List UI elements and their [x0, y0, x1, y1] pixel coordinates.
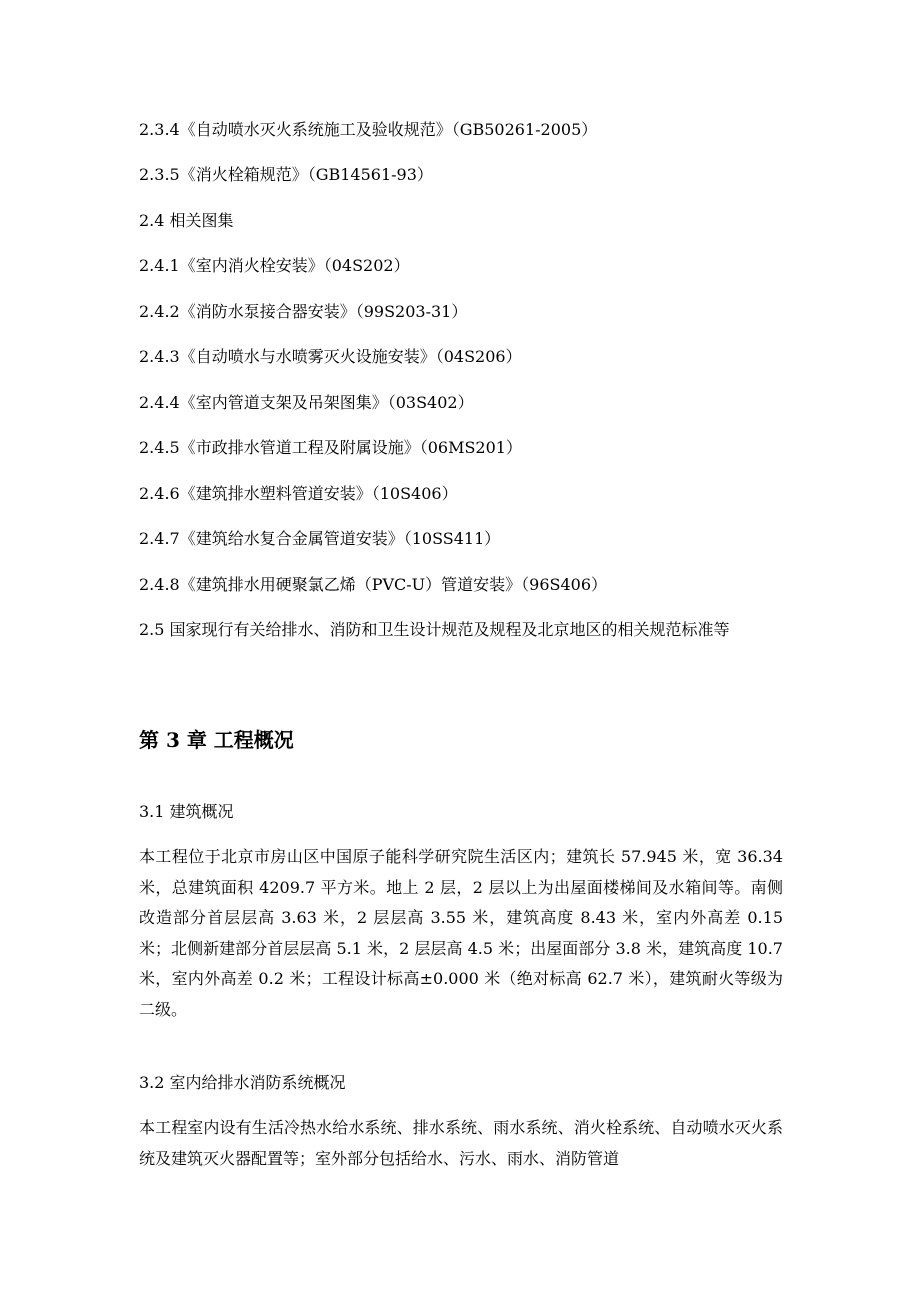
chapter-title: 第 3 章 工程概况	[139, 728, 294, 752]
ref-2-3-5: 2.3.5《消火栓箱规范》（GB14561-93）	[139, 165, 433, 184]
ref-2-3-4: 2.3.4《自动喷水灭火系统施工及验收规范》（GB50261-2005）	[139, 120, 598, 139]
ref-2-4-4: 2.4.4《室内管道支架及吊架图集》（03S402）	[139, 393, 474, 412]
section-2-4-title: 2.4 相关图集	[139, 211, 234, 230]
ref-2-4-1: 2.4.1《室内消火栓安装》（04S202）	[139, 256, 410, 275]
ref-2-4-6: 2.4.6《建筑排水塑料管道安装》（10S406）	[139, 484, 458, 503]
ref-2-4-8: 2.4.8《建筑排水用硬聚氯乙烯（PVC-U）管道安装》（96S406）	[139, 575, 608, 594]
section-3-1-title: 3.1 建筑概况	[139, 802, 234, 821]
section-3-2-title: 3.2 室内给排水消防系统概况	[139, 1073, 346, 1092]
section-3-2-body: 本工程室内设有生活冷热水给水系统、排水系统、雨水系统、消火栓系统、自动喷水灭火系统及建筑灭火器配置等；室外部分包括给水、污水、雨水、消防管道	[139, 1118, 783, 1168]
ref-2-4-7: 2.4.7《建筑给水复合金属管道安装》（10SS411）	[139, 529, 501, 548]
item-2-5: 2.5 国家现行有关给排水、消防和卫生设计规范及规程及北京地区的相关规范标准等	[139, 620, 730, 639]
ref-2-4-3: 2.4.3《自动喷水与水喷雾灭火设施安装》（04S206）	[139, 347, 522, 366]
ref-2-4-2: 2.4.2《消防水泵接合器安装》（99S203-31）	[139, 302, 468, 321]
section-3-1-body: 本工程位于北京市房山区中国原子能科学研究院生活区内；建筑长 57.945 米，宽 36.34 米，总建筑面积 4209.7 平方米。地上 2 层，2 层以上为出屋面楼梯间及水箱间等。南侧改造部分首层层高 3.63 米，2 层层高 3.55 米，建筑高度 8.43 米，室内外高差 0.15 米；北侧新建部分首层层高 5.1 米，2 层层高 4.5 米；出屋面部分 3.8 米，建筑高度 10.7 米，室内外高差 0.2 米；工程设计标高±0.000 米（绝对标高 62.7 米），建筑耐火等级为二级。	[139, 847, 783, 1019]
ref-2-4-5: 2.4.5《市政排水管道工程及附属设施》（06MS201）	[139, 438, 522, 457]
